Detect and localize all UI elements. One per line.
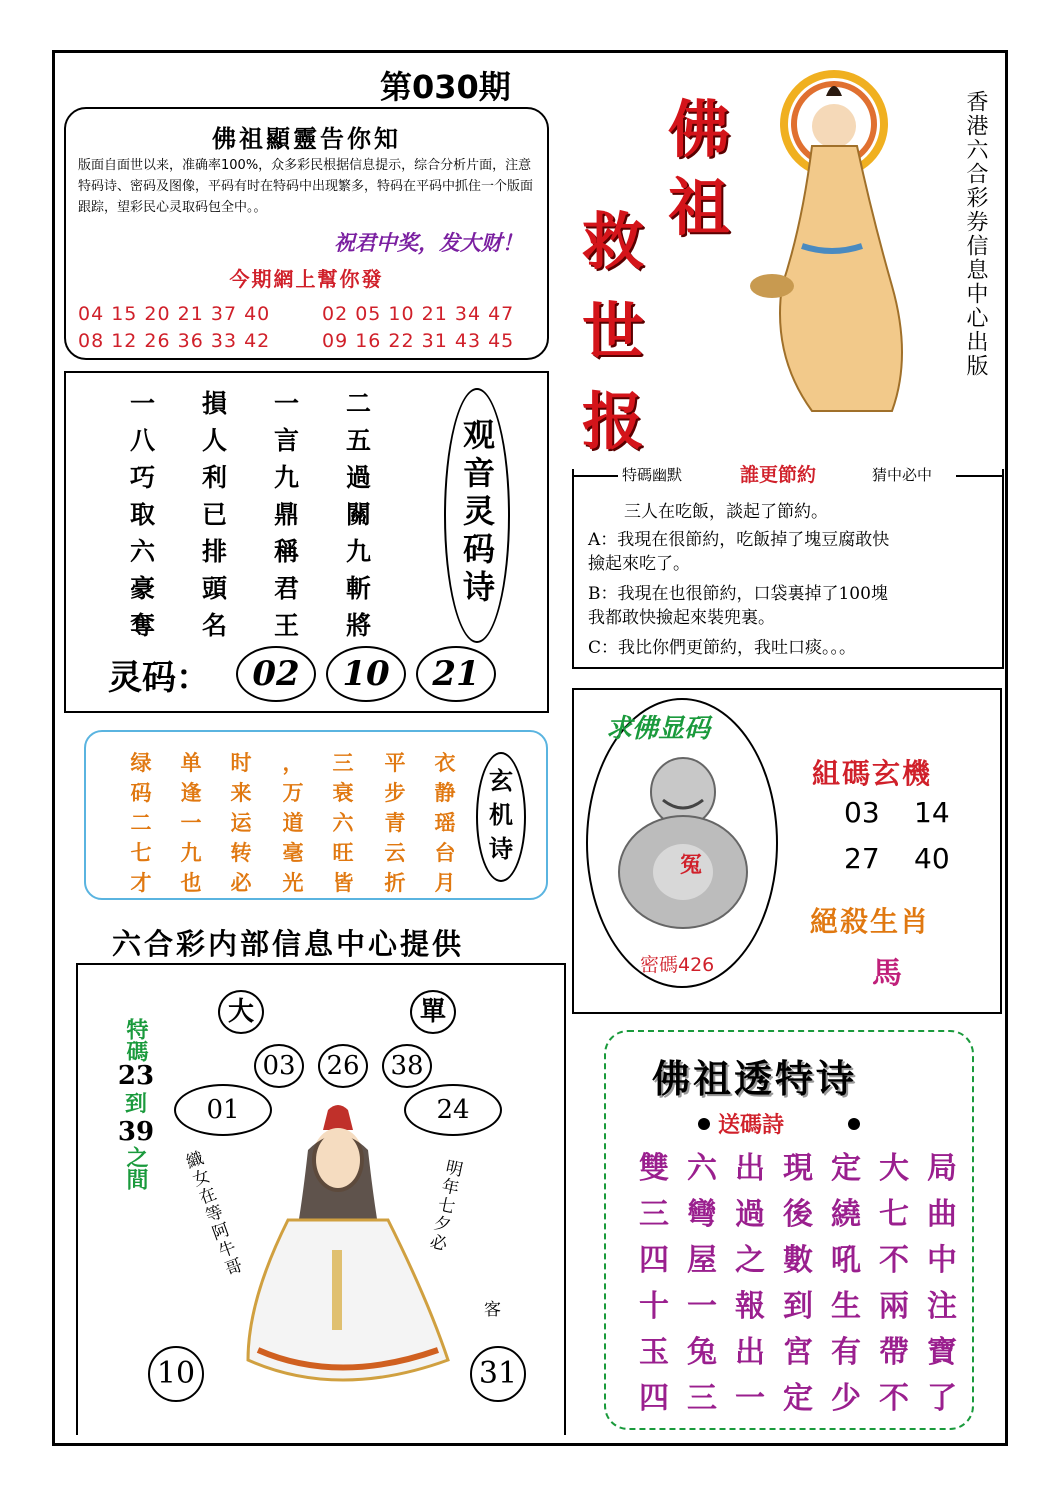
joke-line: 三人在吃飯，談起了節約。	[624, 502, 828, 522]
tema-poem-subtitle: 送碼詩	[718, 1112, 785, 1138]
joke-line: A：我現在很節約，吃飯掉了塊豆腐敢快	[588, 530, 890, 550]
tema-poem-char: 出	[735, 1151, 765, 1186]
tema-poem-char: 了	[927, 1381, 957, 1416]
tema-poem-char: 十	[639, 1289, 669, 1324]
top-number-bubble: 03	[254, 1044, 304, 1088]
lingma-number: 10	[326, 646, 406, 702]
poem-char: 名	[202, 611, 228, 640]
tema-poem-char: 定	[783, 1381, 813, 1416]
tema-poem-char: 玉	[639, 1335, 669, 1370]
tema-poem-char: 中	[927, 1243, 957, 1278]
tema-poem-char: 出	[735, 1335, 765, 1370]
publisher-vertical: 香港六合彩券信息中心出版	[963, 90, 988, 378]
poem-char: 二	[346, 389, 372, 418]
left-poem: 織女在等阿牛哥	[179, 1148, 245, 1281]
guanyin-label: 观音灵码诗	[458, 418, 496, 608]
xuanji-column: ，万道毫光	[282, 750, 304, 895]
tema-poem-char: 一	[687, 1289, 717, 1324]
poem-char: 頭	[202, 574, 228, 603]
tema-range	[116, 1018, 156, 1190]
tema-poem-char: 三	[639, 1197, 669, 1232]
tema-poem-char: 三	[687, 1381, 717, 1416]
poem-char: 一	[274, 389, 300, 418]
tema-poem-char: 過	[735, 1197, 765, 1232]
xuanji-column: 单逢一九也	[180, 750, 202, 895]
tema-poem-char: 注	[927, 1289, 957, 1324]
tema-poem-char: 後	[783, 1197, 813, 1232]
poem-char: 九	[274, 463, 300, 492]
numbers-right-1: 02 05 10 21 34 47	[322, 303, 515, 325]
tema-poem-char: 大	[879, 1151, 909, 1186]
tema-poem-char: 之	[735, 1243, 765, 1278]
poem-char: 豪	[130, 574, 156, 603]
tema-poem-char: 六	[687, 1151, 717, 1186]
tema-poem-char: 屋	[687, 1243, 717, 1278]
big-bubble: 大	[218, 990, 264, 1034]
mile-center-char: 冤	[680, 852, 703, 878]
mima-text: 密碼426	[640, 954, 715, 976]
jusha-value: 馬	[872, 956, 902, 991]
tema-poem-char: 不	[879, 1243, 909, 1278]
range-label: 特碼	[123, 1018, 149, 1062]
poem-char: 稱	[274, 537, 300, 566]
tema-poem-char: 雙	[639, 1151, 669, 1186]
title-char-5: 报	[582, 385, 645, 458]
bullet-right	[848, 1118, 860, 1130]
tema-poem-char: 帶	[879, 1335, 909, 1370]
xuanji-column: 时来运转必	[230, 750, 252, 895]
tema-poem-char: 一	[735, 1381, 765, 1416]
title-char-2: 祖	[668, 171, 731, 244]
blessing-text: 祝君中奖，发大财！	[334, 230, 523, 255]
range-from: 23	[117, 1061, 155, 1091]
guanyin-poem-grid	[130, 388, 430, 641]
zuma-number: 40	[914, 842, 950, 875]
zuma-number: 27	[844, 842, 880, 875]
tema-poem-char: 數	[783, 1243, 813, 1278]
poem-char: 言	[274, 426, 300, 455]
tema-poem-char: 四	[639, 1243, 669, 1278]
xuanji-column: 平步青云折	[384, 750, 406, 895]
tema-poem-char: 四	[639, 1381, 669, 1416]
poem-char: 王	[274, 611, 300, 640]
joke-line: C：我比你們更節約，我吐口痰。。。	[588, 638, 857, 658]
zuma-number: 14	[914, 796, 950, 829]
top-number-bubble: 38	[382, 1044, 432, 1088]
mile-header: 求佛显码	[606, 714, 711, 744]
poem-char: 利	[202, 463, 228, 492]
tema-poem-title: 佛祖透特诗	[652, 1056, 858, 1101]
lingma-number: 21	[416, 646, 496, 702]
tema-poem-char: 曲	[927, 1197, 957, 1232]
poem-char: 取	[130, 500, 156, 529]
zuma-title: 組碼玄機	[812, 757, 933, 790]
tema-poem-char: 繞	[831, 1197, 861, 1232]
numbers-left-2: 08 12 26 36 33 42	[78, 330, 271, 352]
title-char-3: 救	[582, 205, 645, 278]
title-char-1: 佛	[668, 93, 731, 166]
range-to-label: 到	[124, 1091, 147, 1117]
mile-buddha-illustration	[608, 752, 758, 932]
intro-paragraph: 版面自面世以来，准确率100%，众多彩民根据信息提示，综合分析片面，注意特码诗、密码及图像，平码有时在特码中出现繁多，特码在平码中抓住一个版面跟踪，望彩民心灵取码包全中。。	[78, 158, 534, 215]
guanyin-label-oval	[444, 388, 510, 643]
poem-char: 君	[274, 574, 300, 603]
zuma-number: 03	[844, 796, 880, 829]
xuanji-column: 绿码二七才	[130, 750, 152, 895]
odd-bubble: 單	[410, 990, 456, 1034]
poem-char: 九	[346, 537, 372, 566]
tema-poem-char: 七	[879, 1197, 909, 1232]
top-number-bubble: 26	[318, 1044, 368, 1088]
numbers-right-2: 09 16 22 31 43 45	[322, 330, 515, 352]
right-poem: 明年七夕必	[424, 1156, 464, 1254]
tema-poem-grid	[630, 1148, 966, 1420]
tema-poem-char: 兩	[879, 1289, 909, 1324]
provider-text: 六合彩内部信息中心提供	[112, 927, 465, 961]
xuanji-column: 衣静瑶台月	[434, 750, 456, 895]
xuanji-label: 玄机诗	[476, 752, 526, 882]
bottom-left-bubble: 10	[148, 1346, 204, 1402]
lingma-label: 灵码：	[108, 658, 210, 698]
tema-poem-char: 生	[831, 1289, 861, 1324]
numbers-left-1: 04 15 20 21 37 40	[78, 303, 271, 325]
lingma-number: 02	[236, 646, 316, 702]
poem-char: 排	[202, 537, 228, 566]
bottom-right-bubble: 31	[470, 1346, 526, 1402]
right-number-bubble: 24	[404, 1084, 502, 1136]
poem-char: 六	[130, 537, 156, 566]
bullet-left	[698, 1118, 710, 1130]
jusha-title: 絕殺生肖	[810, 905, 931, 938]
poem-char: 關	[346, 500, 372, 529]
tema-poem-char: 到	[783, 1289, 813, 1324]
poem-char: 鼎	[274, 500, 300, 529]
tema-poem-char: 有	[831, 1335, 861, 1370]
joke-head-left: 特碼幽默	[622, 466, 683, 484]
joke-head-mid: 誰更節約	[740, 464, 817, 486]
poem-char: 將	[346, 611, 372, 640]
tema-poem-char: 彎	[687, 1197, 717, 1232]
title-char-4: 世	[582, 295, 645, 368]
intro-title: 佛祖顯靈告你知	[212, 124, 401, 153]
poem-char: 過	[346, 463, 372, 492]
range-end-label: 之間	[123, 1146, 149, 1190]
tema-poem-char: 不	[879, 1381, 909, 1416]
poem-char: 人	[202, 426, 228, 455]
left-number-bubble: 01	[174, 1084, 272, 1136]
xuanji-column: 三衰六旺皆	[332, 750, 354, 895]
tema-poem-char: 少	[831, 1381, 861, 1416]
buddha-illustration	[742, 66, 942, 421]
tema-poem-char: 報	[735, 1289, 765, 1324]
poem-char: 巧	[130, 463, 156, 492]
tema-poem-char: 局	[927, 1151, 957, 1186]
joke-line: B：我現在也很節約，口袋裏掉了100塊	[588, 584, 888, 604]
poem-char: 奪	[130, 611, 156, 640]
tema-poem-char: 現	[783, 1151, 813, 1186]
guanyin-illustration	[228, 1100, 478, 1400]
tema-poem-char: 定	[831, 1151, 861, 1186]
tema-poem-char: 宮	[783, 1335, 813, 1370]
joke-head-right: 猜中必中	[872, 466, 933, 484]
poem-char: 斬	[346, 574, 372, 603]
joke-line: 撿起來吃了。	[588, 554, 690, 574]
right-poem-tail: 客	[480, 1300, 500, 1319]
poem-char: 八	[130, 426, 156, 455]
poem-char: 損	[202, 389, 228, 418]
poem-char: 五	[346, 426, 372, 455]
range-to: 39	[117, 1117, 155, 1147]
joke-line: 我都敢快撿起來裝兜裏。	[588, 608, 775, 628]
tema-poem-char: 吼	[831, 1243, 861, 1278]
poem-char: 已	[202, 500, 228, 529]
issue-number: 第030期	[380, 68, 511, 106]
poem-char: 一	[130, 389, 156, 418]
intro-subtitle: 今期網上幫你發	[229, 267, 384, 291]
tema-poem-char: 兔	[687, 1335, 717, 1370]
tema-poem-char: 寶	[927, 1335, 957, 1370]
